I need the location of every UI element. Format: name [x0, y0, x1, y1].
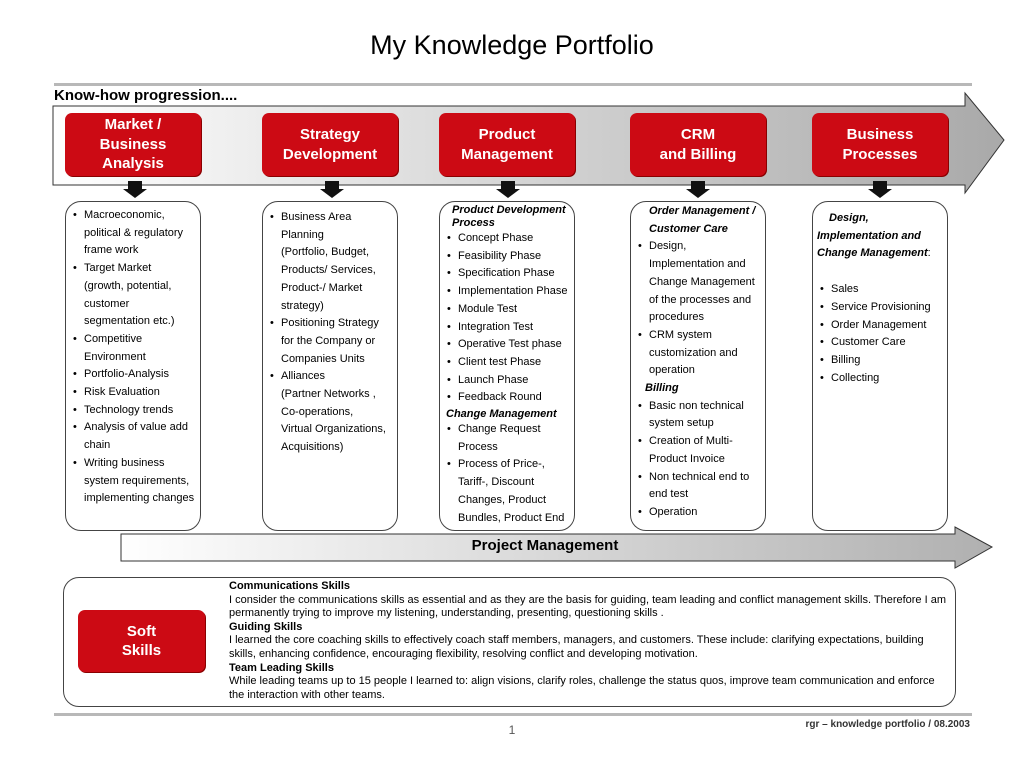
phase-business-processes	[812, 113, 948, 176]
list-item: • Risk Evaluation	[70, 384, 196, 402]
soft-skills-badge	[78, 610, 205, 672]
list-item: • Billing	[817, 352, 943, 370]
skill-heading: Communications Skills	[229, 580, 351, 592]
phase-product-management	[439, 113, 575, 176]
bottom-divider	[54, 713, 972, 716]
phase-market-business-analysis	[65, 113, 201, 176]
list-item: • Feedback Round	[444, 389, 572, 407]
list-item: • Collecting	[817, 370, 943, 388]
skill-heading: Guiding Skills	[229, 620, 303, 633]
section-heading: Product Development Process	[452, 204, 566, 229]
column-product	[439, 201, 575, 531]
list-item: • Operative Test phase	[444, 336, 572, 354]
list-item: • Design, Implementation and Change Management of the processes and procedures	[635, 238, 761, 327]
list-item: • CRM system customization and operation	[635, 327, 761, 380]
phase-label: CRM and Billing	[659, 126, 737, 163]
list-item: • Order Management	[817, 317, 943, 335]
list-item: • Change Request Process	[444, 421, 572, 456]
skill-heading: Team Leading Skills	[229, 661, 334, 674]
footer-credit: rgr – knowledge portfolio / 08.2003	[805, 719, 970, 730]
list-item: • Implementation Phase	[444, 283, 572, 301]
list-item: • Alliances (Partner Networks , Co-operations, Virtual Organizations, Acquisitions)	[267, 368, 393, 457]
list-item: • Process of Price-, Tariff-, Discount Changes, Product Bundles, Product End	[444, 456, 572, 527]
list-item: • Macroeconomic, political & regulatory frame work	[70, 207, 196, 260]
page-number: 1	[508, 723, 516, 737]
section-heading: Billing	[645, 382, 679, 395]
list-item: • Positioning Strategy for the Company or Companies Units	[267, 315, 393, 368]
list-item: • Writing business system requirements, implementing changes	[70, 455, 196, 508]
section-heading: Design, Implementation and Change Management	[817, 212, 928, 260]
list-item: • Client test Phase	[444, 354, 572, 372]
list-item: • Target Market (growth, potential, customer segmentation etc.)	[70, 260, 196, 331]
phase-label: Strategy Development	[282, 126, 378, 163]
list-item: • Non technical end to end test	[635, 469, 761, 504]
section-heading: Order Management / Customer Care	[649, 205, 756, 235]
page-title: My Knowledge Portfolio	[370, 30, 654, 60]
subtitle: Know-how progression....	[54, 87, 238, 104]
section-heading: Change Management	[446, 408, 557, 421]
phase-strategy-development	[262, 113, 398, 176]
list-item: • Business Area Planning (Portfolio, Budget, Products/ Services, Product-/ Market strategy)	[267, 209, 393, 315]
phase-label: Market / Business Analysis	[99, 116, 167, 173]
phase-label: Product Management	[461, 126, 553, 163]
heading-suffix: :	[927, 247, 931, 260]
skill-text: While leading teams up to 15 people I learned to: align visions, clarify roles, challenge the status quos, improve team communication and enforce the interaction with other teams.	[229, 675, 935, 701]
soft-skills-label: Soft Skills	[121, 622, 162, 659]
list-item: • Basic non technical system setup	[635, 398, 761, 433]
column-crm	[630, 201, 766, 531]
list-item: • Analysis of value add chain	[70, 419, 196, 454]
list-item: • Sales	[817, 281, 943, 299]
column-market-analysis	[65, 201, 201, 531]
list-item: • Concept Phase	[444, 230, 572, 248]
column-strategy	[262, 201, 398, 531]
list-item: • Specification Phase	[444, 265, 572, 283]
list-item: • Module Test	[444, 301, 572, 319]
list-item: • Service Provisioning	[817, 299, 943, 317]
list-item: • Operation	[635, 504, 761, 522]
phase-crm-billing	[630, 113, 766, 176]
list-item: • Technology trends	[70, 402, 196, 420]
column-business	[812, 201, 948, 531]
project-management-label: Project Management	[471, 537, 619, 554]
list-item: • Integration Test	[444, 319, 572, 337]
list-item: • Creation of Multi- Product Invoice	[635, 433, 761, 468]
list-item: • Portfolio-Analysis	[70, 366, 196, 384]
skills-text	[229, 580, 949, 702]
list-item: • Customer Care	[817, 334, 943, 352]
phase-label: Business Processes	[842, 126, 918, 163]
skill-text: I consider the communications skills as essential and as they are the basis for guiding, team leading and conflict management skills. Therefore I am permanently trying to improve my listening, understanding, presenting, questioning skills .	[229, 593, 946, 620]
list-item: • Launch Phase	[444, 372, 572, 390]
skill-text: I learned the core coaching skills to effectively coach staff members, managers, and customers. These include: clarifying expectations, building skills, enhancing confidence, encouraging flexibility, resolving conflict and developing motivation.	[229, 634, 924, 660]
list-item: • Feasibility Phase	[444, 248, 572, 266]
list-item: • Competitive Environment	[70, 331, 196, 366]
